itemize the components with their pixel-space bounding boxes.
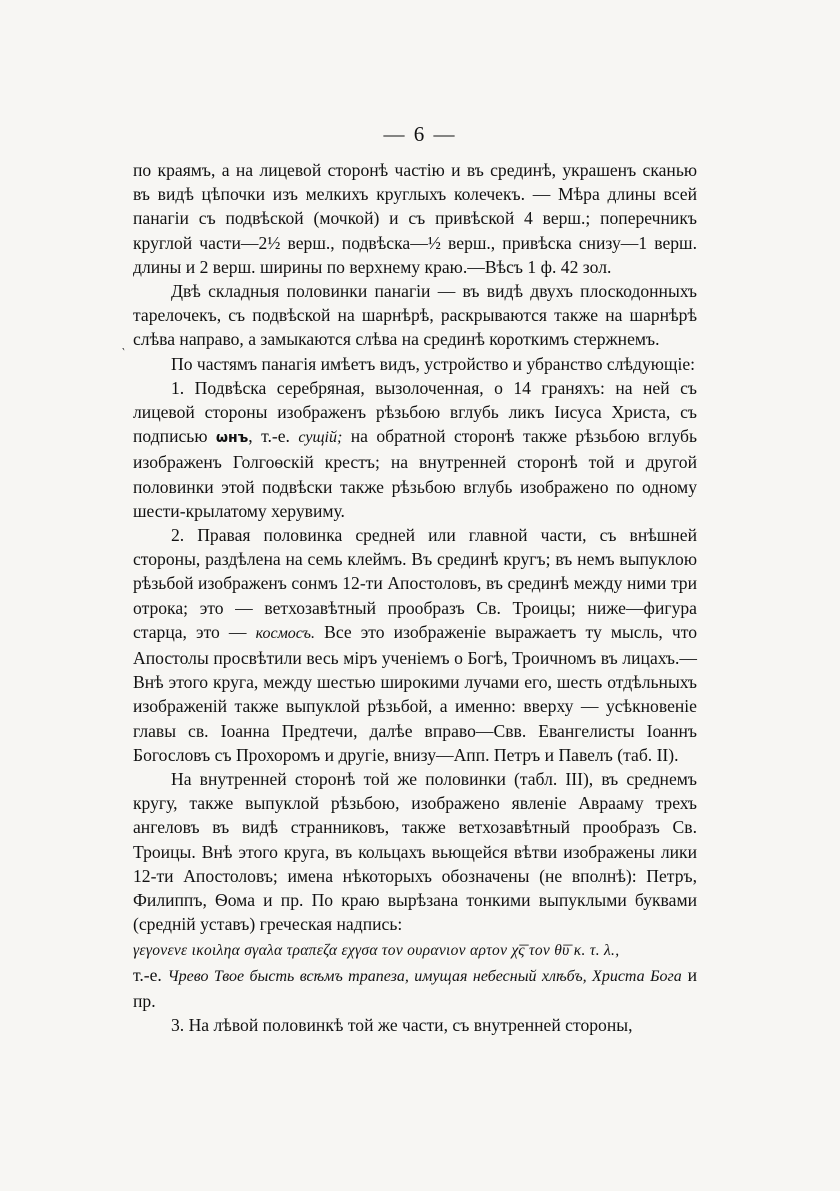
paragraph-7-text-b: и пр. [133, 964, 697, 1011]
paragraph-5-text-a: 2. Правая половинка средней или главной части, съ внѣшней стороны, раздѣлена на семь клеймъ. Въ срединѣ кругъ; въ немъ выпуклою рѣзьбой изображенъ сонмъ 12-ти Апостоловъ, въ срединѣ между ними три отрока; это — ветхозавѣтный прообразъ Св. Троицы; ниже—фигура старца, это — [133, 525, 697, 642]
paragraph-5-text-b: Все это изображеніе выражаетъ ту мысль, что Апостолы просвѣтили весь міръ ученіемъ о Богѣ, Троичномъ въ лицахъ.—Внѣ этого круга, между шестью широкими лучами его, шесть отдѣльныхъ изображеній также выпуклой рѣзьбой, а именно: вверху — усѣкновеніе главы св. Іоанна Предтечи, далѣе вправо—Свв. Евангелисты Іоаннъ Богословъ съ Прохоромъ и другіе, внизу—Апп. Петръ и Павелъ (таб. II). [133, 621, 698, 765]
paragraph-4-italic: сущій; [298, 429, 343, 447]
abbreviation-onъ: ѡнъ [215, 430, 249, 447]
paragraph-3: По частямъ панагія имѣетъ видъ, устройство и убранство слѣдующіе: [171, 353, 696, 374]
paragraph-4-text-a: 1. Подвѣска серебряная, вызолоченная, о 14 граняхъ: на ней съ лицевой стороны изображенъ рѣзьбою вглубь ликъ Іисуса Христа, съ подписью [133, 377, 697, 447]
page-number: — 6 — [383, 122, 457, 146]
paragraph-1: по краямъ, а на лицевой сторонѣ частію и въ срединѣ, украшенъ сканью въ видѣ цѣпочки изъ мелкихъ круглыхъ колечекъ. — Мѣра длины всей панагіи съ подвѣской (мочкой) и съ привѣской 4 верш.; поперечникъ круглой части—2½ верш., подвѣска—½ верш., привѣска снизу—1 верш. длины и 2 верш. ширины по верхнему краю.—Вѣсъ 1 ф. 42 зол. [133, 160, 697, 277]
paragraph-4-text-c: на обратной сторонѣ также рѣзьбою вглубь изображенъ Голгоѳскій крестъ; на внутренней сторонѣ той и другой половинки этой подвѣски также рѣзьбою вглубь изображено по одному шести-крылатому херувиму. [133, 426, 698, 521]
paragraph-7 [133, 963, 697, 1013]
paragraph-6: На внутренней сторонѣ той же половинки (табл. III), въ среднемъ кругу, также выпуклой рѣзьбою, изображено явленіе Аврааму трехъ ангеловъ въ видѣ странниковъ, также ветхозавѣтный прообразъ Св. Троицы. Внѣ этого круга, въ кольцахъ вьющейся вѣтви изображены лики 12-ти Апостоловъ; имена нѣкоторыхъ обозначены (не вполнѣ): Петръ, Филиппъ, Ѳома и пр. По краю вырѣзана тонкими выпуклыми буквами (средній уставъ) греческая надпись: [133, 769, 697, 935]
paragraph-4 [133, 376, 697, 523]
paragraph-4-text-b: , т.-е. [248, 426, 290, 447]
paragraph-8: 3. На лѣвой половинкѣ той же части, съ внутренней стороны, [171, 1015, 633, 1036]
paragraph-2: Двѣ складныя половинки панагіи — въ видѣ двухъ плоскодонныхъ тарелочекъ, съ подвѣской на шарнѣрѣ, раскрываются также на шарнѣрѣ слѣва направо, а замыкаются слѣва на срединѣ короткимъ стержнемъ. [133, 281, 697, 350]
margin-mark: ‵ [122, 346, 125, 360]
paragraph-5-italic: космосъ. [255, 624, 315, 642]
paragraph-5 [133, 523, 697, 767]
paragraph-7-italic: Чрево Твое бысть всѣмъ трапеза, имущая небесный хлѣбъ, Христа Бога [167, 967, 682, 985]
paragraph-7-text-a: т.-е. [133, 964, 162, 985]
greek-inscription [133, 937, 697, 963]
page-body [133, 158, 697, 1037]
greek-text: γεγονενε ικοιληα σγαλα τραπεζα εχγσα τον ουρανιον αρτον χ͞ς τον θ͞υ κ. τ. λ., [133, 941, 620, 959]
